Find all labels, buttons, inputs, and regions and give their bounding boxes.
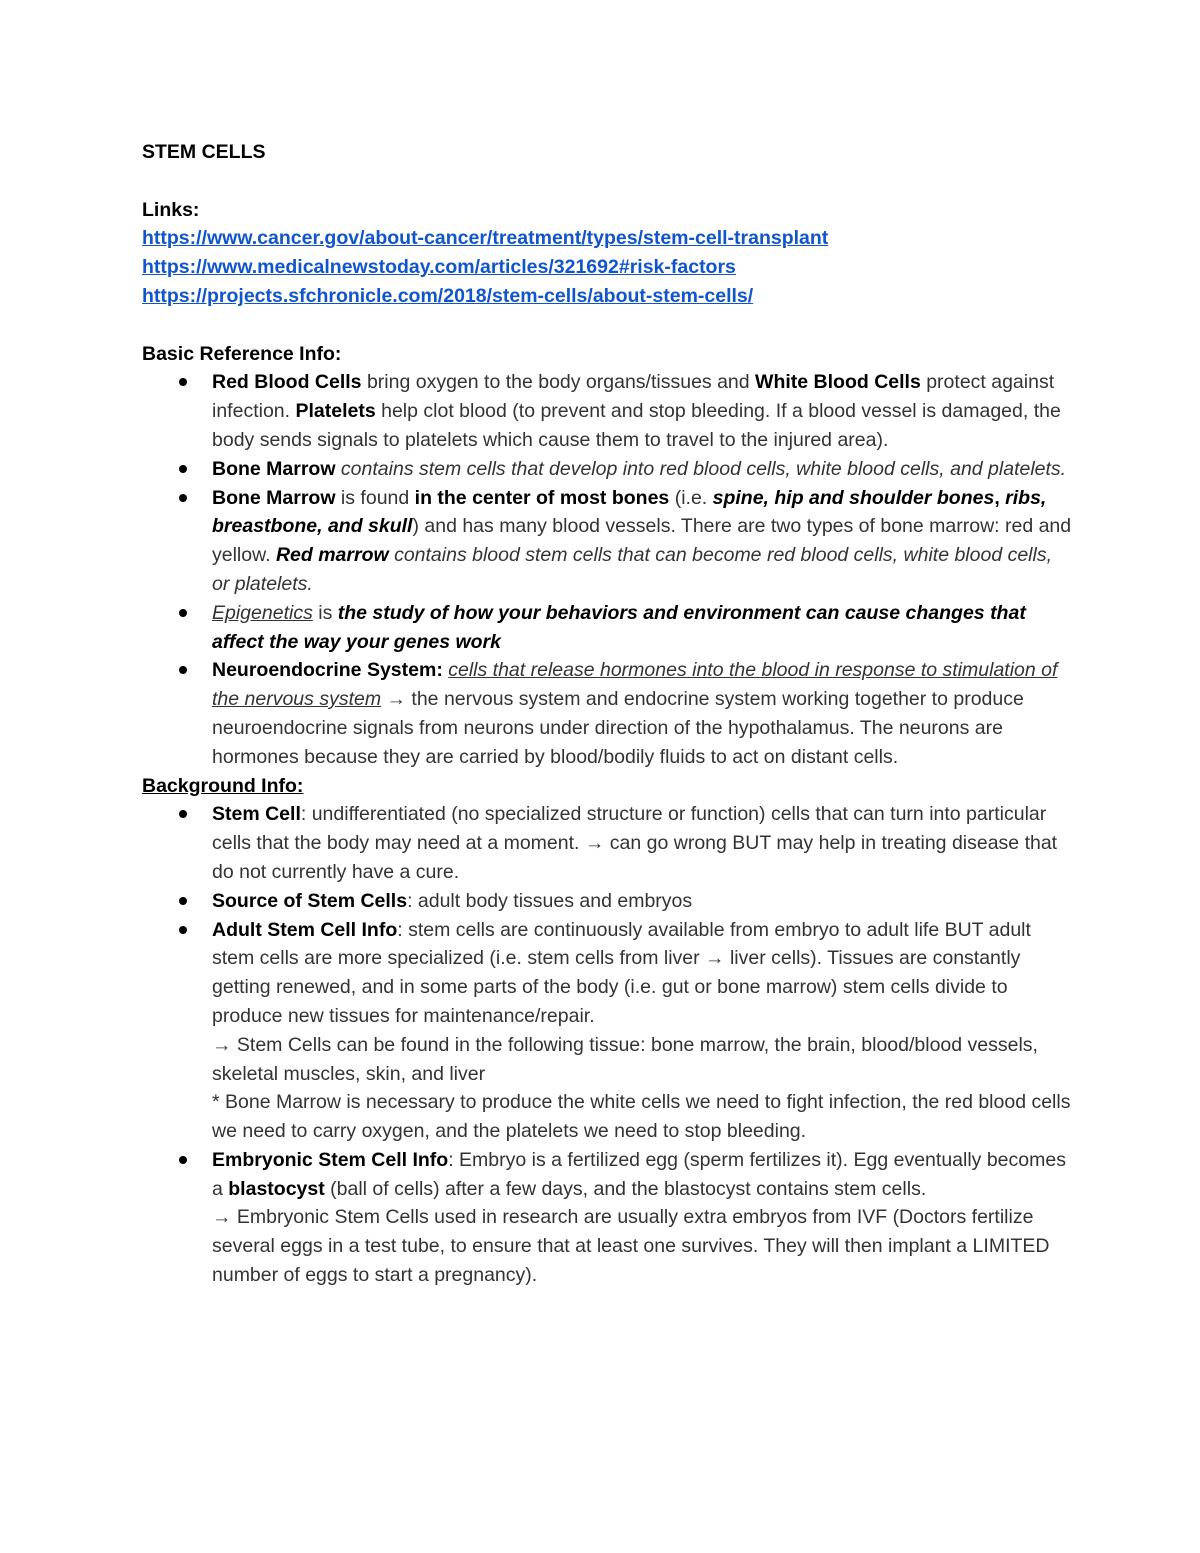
document-page <box>142 138 1072 1290</box>
term-bone-marrow: Bone Marrow <box>212 457 336 480</box>
term-red-blood-cells: Red Blood Cells <box>212 371 362 394</box>
text: : stem cells are continuously available from embryo to adult life BUT adult stem cells are more specialized (i.e. stem cells from liver → liver cells). Tissues are constantly getting renewed, and in some parts of the body (i.e. gut or bone marrow) stem cells divide to produce new tissues for maintenance/repair. <box>212 918 1031 1027</box>
term-embryonic-stem-cell-info: Embryonic Stem Cell Info <box>212 1148 449 1171</box>
page-title: STEM CELLS <box>142 141 266 163</box>
text-bold: in the center of most bones <box>414 486 670 509</box>
text: : undifferentiated (no specialized structure or function) cells that can turn into particular cells that the body may need at a moment. → can go wrong BUT may help in treating disease that do not currently have a cure. <box>212 803 1058 883</box>
basic-reference-heading: Basic Reference Info: <box>142 342 342 365</box>
links-heading: Links: <box>142 198 200 221</box>
text-italic-underline: cells that release hormones into the blood in response to stimulation of the nervous system <box>212 659 1058 711</box>
link-sfchronicle[interactable]: https://projects.sfchronicle.com/2018/stem-cells/about-stem-cells/ <box>142 284 754 307</box>
list-item <box>142 1146 1072 1290</box>
text-bold-italic: the study of how your behaviors and environment can cause changes that affect the way your genes work <box>212 601 1026 653</box>
text: bring oxygen to the body organs/tissues and <box>361 371 756 394</box>
text: contains stem cells that develop into red blood cells, white blood cells, and platelets. <box>335 457 1067 480</box>
text: : adult body tissues and embryos <box>407 889 693 912</box>
background-info-list <box>142 800 1072 1290</box>
text: is <box>312 601 338 624</box>
term-platelets: Platelets <box>295 400 376 423</box>
list-item <box>142 599 1072 657</box>
bullet-icon <box>179 378 187 386</box>
term-epigenetics: Epigenetics <box>212 601 313 624</box>
link-medicalnewstoday[interactable]: https://www.medicalnewstoday.com/articles/321692#risk-factors <box>142 256 736 279</box>
text-paragraph: → Stem Cells can be found in the following tissue: bone marrow, the brain, blood/blood vessels, skeletal muscles, skin, and liver <box>212 1033 1038 1085</box>
text-bold-italic: spine, hip and shoulder bones <box>712 486 995 509</box>
text: contains blood stem cells that can become red blood cells, white blood cells, or platelets. <box>212 544 1053 595</box>
bullet-icon <box>179 926 187 934</box>
background-info-heading: Background Info: <box>142 774 304 797</box>
term-adult-stem-cell-info: Adult Stem Cell Info <box>212 918 398 941</box>
list-item <box>142 800 1072 886</box>
bullet-icon <box>179 609 187 617</box>
bullet-icon <box>179 494 187 502</box>
text-bold-italic: ribs, breastbone, and skull <box>212 486 1047 538</box>
bullet-icon <box>179 1156 187 1164</box>
bullet-icon <box>179 666 187 674</box>
bullet-icon <box>179 465 187 473</box>
text: is found <box>335 486 415 509</box>
bullet-icon <box>179 810 187 818</box>
text: protect against infection. <box>212 371 1055 423</box>
text: ) and has many blood vessels. There are two types of bone marrow: red and yellow. <box>212 515 1072 567</box>
term-neuroendocrine-system: Neuroendocrine System: <box>212 659 443 682</box>
term-white-blood-cells: White Blood Cells <box>755 371 921 394</box>
text: help clot blood (to prevent and stop bleeding. If a blood vessel is damaged, the body sends signals to platelets which cause them to travel to the injured area). <box>212 400 1061 451</box>
link-cancer-gov[interactable]: https://www.cancer.gov/about-cancer/treatment/types/stem-cell-transplant <box>142 227 829 250</box>
list-item <box>142 455 1072 484</box>
text: (ball of cells) after a few days, and the blastocyst contains stem cells. <box>324 1177 927 1200</box>
list-item <box>142 887 1072 916</box>
basic-reference-list <box>142 368 1072 771</box>
term-source-of-stem-cells: Source of Stem Cells <box>212 889 408 912</box>
text-paragraph: → Embryonic Stem Cells used in research are usually extra embryos from IVF (Doctors fertilize several eggs in a test tube, to ensure that at least one survives. They will then implant a LIMITED number of eggs to start a pregnancy). <box>212 1206 1050 1287</box>
bullet-icon <box>179 897 187 905</box>
text: , <box>994 486 1006 509</box>
list-item <box>142 484 1072 599</box>
term-blastocyst: blastocyst <box>228 1177 325 1200</box>
text-paragraph: * Bone Marrow is necessary to produce the white cells we need to fight infection, the red blood cells we need to carry oxygen, and the platelets we need to stop bleeding. <box>212 1091 1071 1143</box>
list-item <box>142 916 1072 1146</box>
list-item <box>142 368 1072 454</box>
list-item <box>142 656 1072 771</box>
term-bone-marrow: Bone Marrow <box>212 486 336 509</box>
text: : Embryo is a fertilized egg (sperm fertilizes it). Egg eventually becomes a <box>212 1148 1066 1200</box>
text: → the nervous system and endocrine system working together to produce neuroendocrine signals from neurons under direction of the hypothalamus. The neurons are hormones because they are carried by blood/bodily fluids to act on distant cells. <box>212 688 1024 768</box>
term-red-marrow: Red marrow <box>275 544 389 567</box>
term-stem-cell: Stem Cell <box>212 803 301 826</box>
text: (i.e. <box>669 486 713 509</box>
